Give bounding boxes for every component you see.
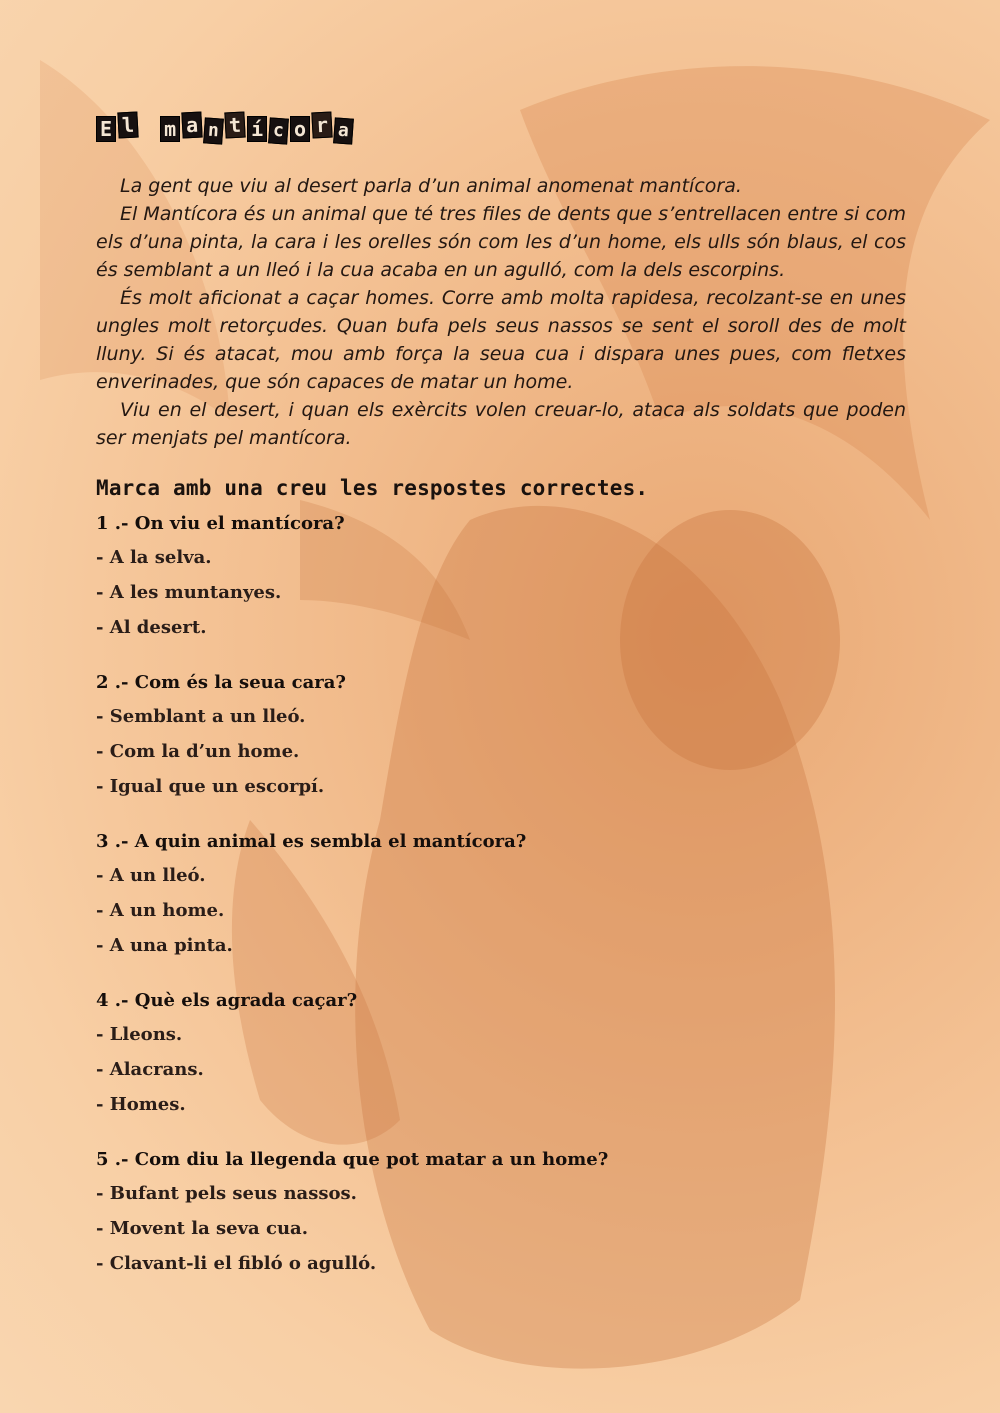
question-list	[96, 508, 906, 1281]
title-letter: r	[311, 111, 332, 138]
title-letter: a	[181, 111, 202, 138]
answer-option[interactable]: - Lleons.	[96, 1024, 183, 1045]
answer-option[interactable]: - Bufant pels seus nassos.	[96, 1183, 357, 1204]
title-word-1	[96, 112, 138, 142]
question-title: 2 .- Com és la seua cara?	[96, 672, 346, 693]
worksheet	[96, 108, 906, 1303]
answer-option[interactable]: - Movent la seva cua.	[96, 1218, 308, 1239]
title-letter: m	[160, 116, 180, 142]
question-title: 5 .- Com diu la llegenda que pot matar a un home?	[96, 1149, 609, 1170]
question-title: 4 .- Què els agrada caçar?	[96, 990, 358, 1011]
title-letter: c	[268, 117, 289, 144]
title-word-2	[160, 112, 353, 142]
story-paragraph: El Mantícora és un animal que té tres files de dents que s’entrellacen entre si com els d’una pinta, la cara i les orelles són com les d’un home, els ulls són blaus, el cos és semblant a un lleó i la cua acaba en un agulló, com la dels escorpins.	[96, 203, 906, 281]
answer-option[interactable]: - Clavant-li el fibló o agulló.	[96, 1253, 377, 1274]
story-paragraph: La gent que viu al desert parla d’un animal anomenat mantícora.	[120, 175, 742, 197]
title-letter: l	[117, 111, 138, 138]
title-letter: í	[247, 116, 267, 142]
title-letter: t	[224, 111, 245, 138]
title-letter: n	[203, 117, 224, 144]
answer-option[interactable]: - A una pinta.	[96, 935, 233, 956]
story-text	[96, 172, 906, 452]
title-letter: E	[96, 116, 116, 142]
answer-option[interactable]: - Al desert.	[96, 617, 207, 638]
question-3	[96, 826, 906, 963]
answer-option[interactable]: - A les muntanyes.	[96, 582, 282, 603]
question-4	[96, 985, 906, 1122]
title-letter: a	[333, 117, 354, 144]
answer-option[interactable]: - A un lleó.	[96, 865, 206, 886]
story-paragraph: Viu en el desert, i quan els exèrcits volen creuar-lo, ataca als soldats que poden ser menjats pel mantícora.	[96, 399, 906, 449]
story-paragraph: És molt aficionat a caçar homes. Corre amb molta rapidesa, recolzant-se en unes ungles molt retorçudes. Quan bufa pels seus nassos se sent el soroll des de molt lluny. Si és atacat, mou amb força la seua cua i dispara unes pues, com fletxes enverinades, que són capaces de matar un home.	[96, 287, 906, 393]
answer-option[interactable]: - Com la d’un home.	[96, 741, 300, 762]
title-letter: o	[290, 116, 310, 142]
question-2	[96, 667, 906, 804]
answer-option[interactable]: - Alacrans.	[96, 1059, 204, 1080]
question-5	[96, 1144, 906, 1281]
question-title: 3 .- A quin animal es sembla el mantícora?	[96, 831, 527, 852]
answer-option[interactable]: - A un home.	[96, 900, 225, 921]
page-title	[96, 108, 906, 142]
answer-option[interactable]: - Homes.	[96, 1094, 186, 1115]
answer-option[interactable]: - Igual que un escorpí.	[96, 776, 325, 797]
answer-option[interactable]: - A la selva.	[96, 547, 212, 568]
answer-option[interactable]: - Semblant a un lleó.	[96, 706, 306, 727]
question-title: 1 .- On viu el mantícora?	[96, 513, 345, 534]
question-1	[96, 508, 906, 645]
instruction-heading: Marca amb una creu les respostes correctes.	[96, 476, 649, 500]
